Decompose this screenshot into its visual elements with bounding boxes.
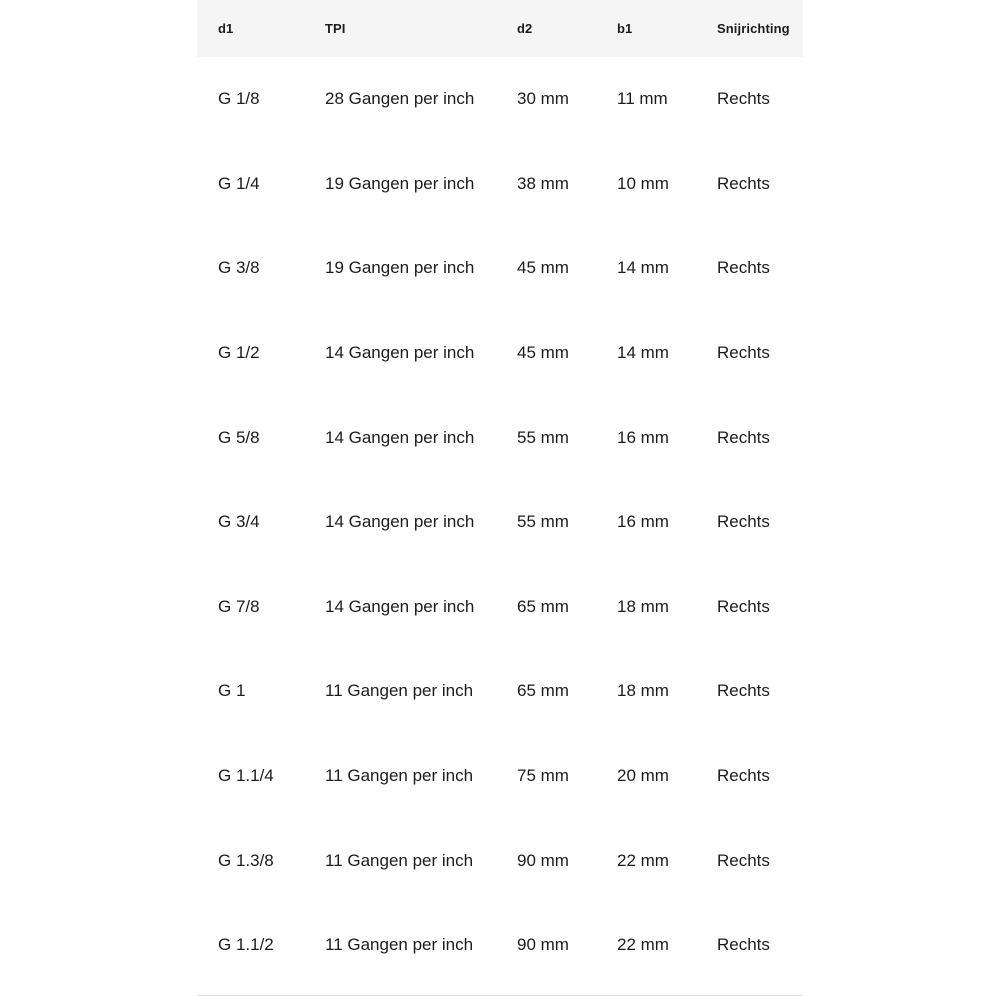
cell-d2: 65 mm bbox=[517, 596, 569, 616]
cell-d1: G 1.1/2 bbox=[218, 935, 274, 955]
cell-d2: 45 mm bbox=[517, 258, 569, 278]
table-row bbox=[197, 226, 803, 311]
cell-d2: 65 mm bbox=[517, 681, 569, 701]
cell-b1: 22 mm bbox=[617, 850, 669, 870]
cell-snijrichting: Rechts bbox=[717, 427, 770, 447]
cell-snijrichting: Rechts bbox=[717, 258, 770, 278]
cell-b1: 14 mm bbox=[617, 343, 669, 363]
cell-snijrichting: Rechts bbox=[717, 512, 770, 532]
cell-d1: G 1 bbox=[218, 681, 246, 701]
cell-d2: 45 mm bbox=[517, 343, 569, 363]
thread-spec-table bbox=[197, 0, 803, 996]
cell-d1: G 3/8 bbox=[218, 258, 260, 278]
cell-snijrichting: Rechts bbox=[717, 766, 770, 786]
cell-tpi: 14 Gangen per inch bbox=[325, 512, 475, 532]
cell-snijrichting: Rechts bbox=[717, 89, 770, 109]
table-row bbox=[197, 565, 803, 650]
cell-tpi: 14 Gangen per inch bbox=[325, 596, 475, 616]
cell-d2: 38 mm bbox=[517, 173, 569, 193]
cell-d2: 75 mm bbox=[517, 766, 569, 786]
cell-d2: 90 mm bbox=[517, 935, 569, 955]
cell-snijrichting: Rechts bbox=[717, 173, 770, 193]
cell-tpi: 14 Gangen per inch bbox=[325, 343, 475, 363]
column-header-d1: d1 bbox=[218, 21, 234, 36]
column-header-d2: d2 bbox=[517, 21, 533, 36]
table-row bbox=[197, 818, 803, 903]
cell-snijrichting: Rechts bbox=[717, 850, 770, 870]
cell-tpi: 11 Gangen per inch bbox=[325, 681, 474, 701]
table-row bbox=[197, 57, 803, 142]
cell-d1: G 3/4 bbox=[218, 512, 260, 532]
table-row bbox=[197, 480, 803, 565]
column-header-tpi: TPI bbox=[325, 21, 346, 36]
cell-snijrichting: Rechts bbox=[717, 935, 770, 955]
cell-tpi: 14 Gangen per inch bbox=[325, 427, 475, 447]
table-row bbox=[197, 395, 803, 480]
table-row bbox=[197, 311, 803, 396]
cell-b1: 14 mm bbox=[617, 258, 669, 278]
table-row bbox=[197, 142, 803, 227]
table-row bbox=[197, 734, 803, 819]
table-row bbox=[197, 649, 803, 734]
table-header-row bbox=[197, 0, 803, 57]
cell-d1: G 1/8 bbox=[218, 89, 260, 109]
cell-d1: G 7/8 bbox=[218, 596, 260, 616]
cell-b1: 22 mm bbox=[617, 935, 669, 955]
column-header-snijrichting: Snijrichting bbox=[717, 21, 790, 36]
cell-d1: G 1/2 bbox=[218, 343, 260, 363]
cell-snijrichting: Rechts bbox=[717, 681, 770, 701]
cell-b1: 11 mm bbox=[617, 89, 668, 109]
cell-snijrichting: Rechts bbox=[717, 343, 770, 363]
cell-b1: 18 mm bbox=[617, 681, 669, 701]
cell-tpi: 28 Gangen per inch bbox=[325, 89, 475, 109]
table-row bbox=[197, 903, 803, 988]
cell-d1: G 1.1/4 bbox=[218, 766, 274, 786]
cell-tpi: 11 Gangen per inch bbox=[325, 935, 474, 955]
cell-b1: 10 mm bbox=[617, 173, 669, 193]
cell-d2: 55 mm bbox=[517, 427, 569, 447]
cell-snijrichting: Rechts bbox=[717, 596, 770, 616]
column-header-b1: b1 bbox=[617, 21, 633, 36]
cell-d2: 90 mm bbox=[517, 850, 569, 870]
cell-b1: 16 mm bbox=[617, 427, 669, 447]
cell-tpi: 19 Gangen per inch bbox=[325, 173, 475, 193]
cell-d1: G 5/8 bbox=[218, 427, 260, 447]
cell-tpi: 11 Gangen per inch bbox=[325, 766, 474, 786]
cell-d2: 55 mm bbox=[517, 512, 569, 532]
cell-b1: 16 mm bbox=[617, 512, 669, 532]
cell-d2: 30 mm bbox=[517, 89, 569, 109]
cell-d1: G 1.3/8 bbox=[218, 850, 274, 870]
cell-b1: 20 mm bbox=[617, 766, 669, 786]
cell-b1: 18 mm bbox=[617, 596, 669, 616]
table-body bbox=[197, 57, 803, 988]
cell-d1: G 1/4 bbox=[218, 173, 260, 193]
cell-tpi: 19 Gangen per inch bbox=[325, 258, 475, 278]
table-bottom-divider bbox=[197, 995, 803, 996]
cell-tpi: 11 Gangen per inch bbox=[325, 850, 474, 870]
